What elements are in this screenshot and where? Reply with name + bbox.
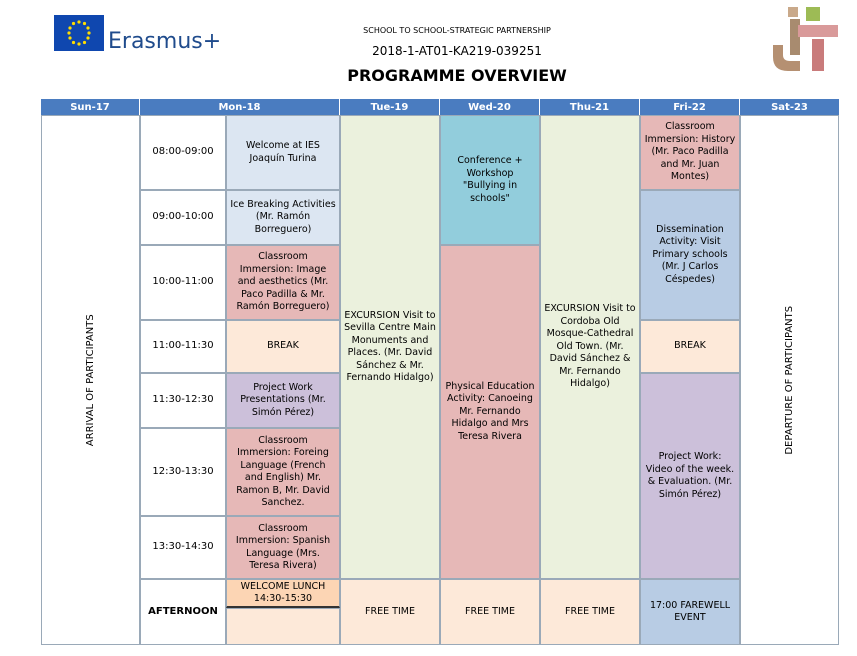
day-header-sat: Sat-23 [740, 99, 839, 115]
mon-immersion-language: Classroom Immersion: Foreing Language (French and English) Mr. Ramon B, Mr. David Sanchez. [226, 428, 340, 516]
partnership-label: SCHOOL TO SCHOOL-STRATEGIC PARTNERSHIP [363, 26, 551, 35]
time-slot: 09:00-10:00 [140, 190, 226, 245]
time-slot: 12:30-13:30 [140, 428, 226, 516]
mon-ice-breaking: Ice Breaking Activities (Mr. Ramón Borreguero) [226, 190, 340, 245]
page-title: PROGRAMME OVERVIEW [347, 66, 567, 85]
day-header-wed: Wed-20 [440, 99, 540, 115]
project-code: 2018-1-AT01-KA219-039251 [372, 44, 542, 58]
fri-project-work: Project Work: Video of the week. & Evaluation. (Mr. Simón Pérez) [640, 373, 740, 579]
mon-welcome: Welcome at IES Joaquín Turina [226, 115, 340, 190]
mon-project-presentations: Project Work Presentations (Mr. Simón Pérez) [226, 373, 340, 428]
eu-flag-icon [54, 15, 104, 51]
time-slot: 08:00-09:00 [140, 115, 226, 190]
erasmus-logo [54, 15, 222, 59]
mon-welcome-lunch: WELCOME LUNCH 14:30-15:30 [226, 579, 340, 608]
mon-afternoon-blank [226, 608, 340, 645]
arrival-label: ARRIVAL OF PARTICIPANTS [84, 314, 96, 446]
tue-free-time: FREE TIME [340, 579, 440, 645]
erasmus-wordmark: Erasmus+ [108, 29, 222, 54]
mon-immersion-image: Classroom Immersion: Image and aesthetics (Mr. Paco Padilla & Mr. Ramón Borreguero) [226, 245, 340, 320]
day-header-thu: Thu-21 [540, 99, 640, 115]
departure-label: DEPARTURE OF PARTICIPANTS [783, 305, 795, 455]
day-header-mon: Mon-18 [140, 99, 340, 115]
jt-logo-icon [770, 5, 840, 73]
time-slot: 10:00-11:00 [140, 245, 226, 320]
time-slot: 11:30-12:30 [140, 373, 226, 428]
thu-excursion-cordoba: EXCURSION Visit to Cordoba Old Mosque-Cathedral Old Town. (Mr. David Sánchez & Mr. Fernando Hidalgo) [540, 115, 640, 579]
fri-immersion-history: Classroom Immersion: History (Mr. Paco Padilla and Mr. Juan Montes) [640, 115, 740, 190]
wed-free-time: FREE TIME [440, 579, 540, 645]
time-slot: 13:30-14:30 [140, 516, 226, 579]
fri-dissemination: Dissemination Activity: Visit Primary schools (Mr. J Carlos Céspedes) [640, 190, 740, 320]
wed-conference: Conference + Workshop "Bullying in schools" [440, 115, 540, 245]
day-header-tue: Tue-19 [340, 99, 440, 115]
day-header-sun: Sun-17 [41, 99, 140, 115]
tue-excursion-sevilla: EXCURSION Visit to Sevilla Centre Main Monuments and Places. (Mr. David Sánchez & Mr. Fernando Hidalgo) [340, 115, 440, 579]
fri-break: BREAK [640, 320, 740, 373]
mon-break: BREAK [226, 320, 340, 373]
saturday-column [740, 115, 839, 645]
time-slot: 11:00-11:30 [140, 320, 226, 373]
fri-farewell-event: 17:00 FAREWELL EVENT [640, 579, 740, 645]
day-header-fri: Fri-22 [640, 99, 740, 115]
wed-physical-education: Physical Education Activity: Canoeing Mr. Fernando Hidalgo and Mrs Teresa Rivera [440, 245, 540, 579]
mon-immersion-spanish: Classroom Immersion: Spanish Language (Mrs. Teresa Rivera) [226, 516, 340, 579]
time-slot-afternoon: AFTERNOON [140, 579, 226, 645]
thu-free-time: FREE TIME [540, 579, 640, 645]
sunday-column [41, 115, 140, 645]
